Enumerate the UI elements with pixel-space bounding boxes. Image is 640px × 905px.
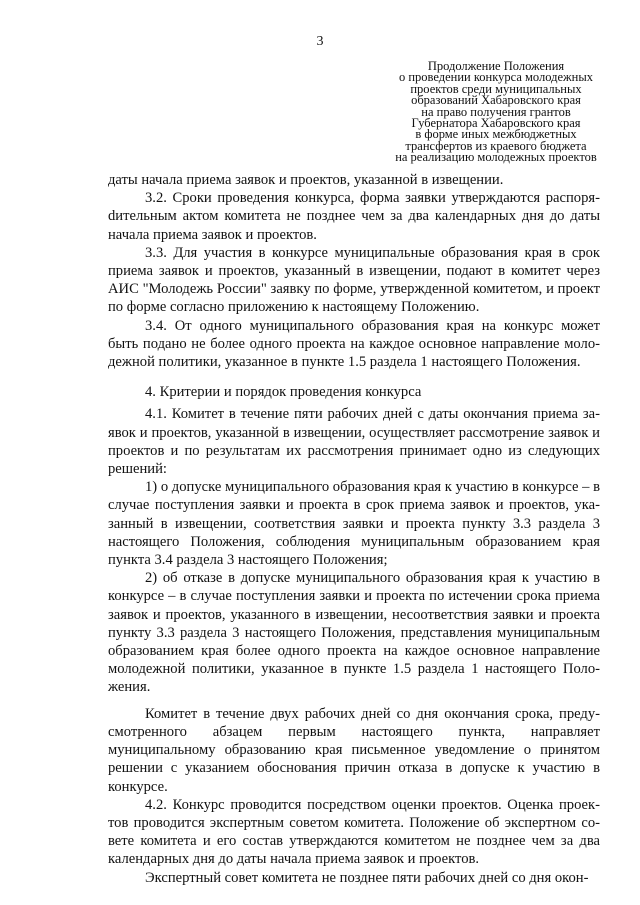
header-line: проектов среди муниципальных [410,81,582,96]
paragraph-3-3: 3.3. Для участия в конкурсе муниципальные образования края в срок приема заявок и проектов, указанный в извещении, подают в комитет через АИС "Молодежь России" заявку по форме, утвержденной комитетом, и проект по форме согласно приложению к настоящему Положению. [108,244,600,316]
section-4-title: 4. Критерии и порядок проведения конкурса [145,384,422,401]
page-number: 3 [316,34,324,49]
paragraph-3-2: 3.2. Сроки проведения конкурса, форма заявки утверждаются распоряdительным актом комитета не позднее чем за два календарных дня до даты начала приема заявок и проектов. [108,190,600,243]
header-line: образований Хабаровского края [411,93,581,108]
header-line: Продолжение Положения [427,59,565,73]
paragraph-notice: Комитет в течение двух рабочих дней со дня окончания срока, предусмотренного абзацем первым настоящего пункта, направляет муниципальному образованию края письменное уведомление о принятом решении с указанием обоснования причин отказа в допуске к участию в конкурсе. [108,705,600,795]
document-body [108,171,600,887]
header-line: в форме иных межбюджетных [415,127,577,142]
paragraph-expert-council: Экспертный совет комитета не позднее пяти рабочих дней со дня окон- [145,869,589,886]
paragraph-3-4: 3.4. От одного муниципального образования края на конкурс может быть подано не более одного проекта на каждое основное направление молодежной политики, указанное в пункте 1.5 раздела 1 настоящего Положения. [108,317,600,371]
paragraph-4-1: 4.1. Комитет в течение пяти рабочих дней с даты окончания приема заявок и проектов, указанной в извещении, осуществляет рассмотрение заявок и проектов и по результатам их рассмотрения принимает одно из следующих решений: [108,406,600,478]
header-line: на право получения грантов [421,104,571,119]
header-line: на реализацию молодежных проектов [395,150,597,165]
header-line: Губернатора Хабаровского края [411,116,581,131]
paragraph-4-2: 4.2. Конкурс проводится посредством оценки проектов. Оценка проектов проводится экспертным советом комитета. Положение об экспертном совете комитета и его состав утверждаются комитетом не позднее чем за два календарных дня до даты начала приема заявок и проектов. [108,796,600,868]
document-header [392,61,600,164]
header-line: о проведении конкурса молодежных [398,70,594,85]
list-item-2: 2) об отказе в допуске муниципального образования края к участию в конкурсе – в случае поступления заявки и проекта по истечении срока приема заявок и проектов, указанного в извещении, несоответствия заявки и проекта пункту 3.3 раздела 3 настоящего Положения, представления муниципальным образованием края более одного проекта на каждое основное направление молодежной политики, указанное в пункте 1.5 раздела 1 настоящего Положения. [108,570,600,696]
header-line: трансфертов из краевого бюджета [405,138,587,153]
paragraph-continuation: даты начала приема заявок и проектов, указанной в извещении. [108,172,504,188]
list-item-1: 1) о допуске муниципального образования края к участию в конкурсе – в случае поступления заявки и проекта в срок приема заявок и проектов, указанный в извещении, соответствия заявки и проекта пункту 3.3 раздела 3 настоящего Положения, соблюдения муниципальным образованием края пункта 3.4 раздела 3 настоящего Положения; [108,479,600,569]
